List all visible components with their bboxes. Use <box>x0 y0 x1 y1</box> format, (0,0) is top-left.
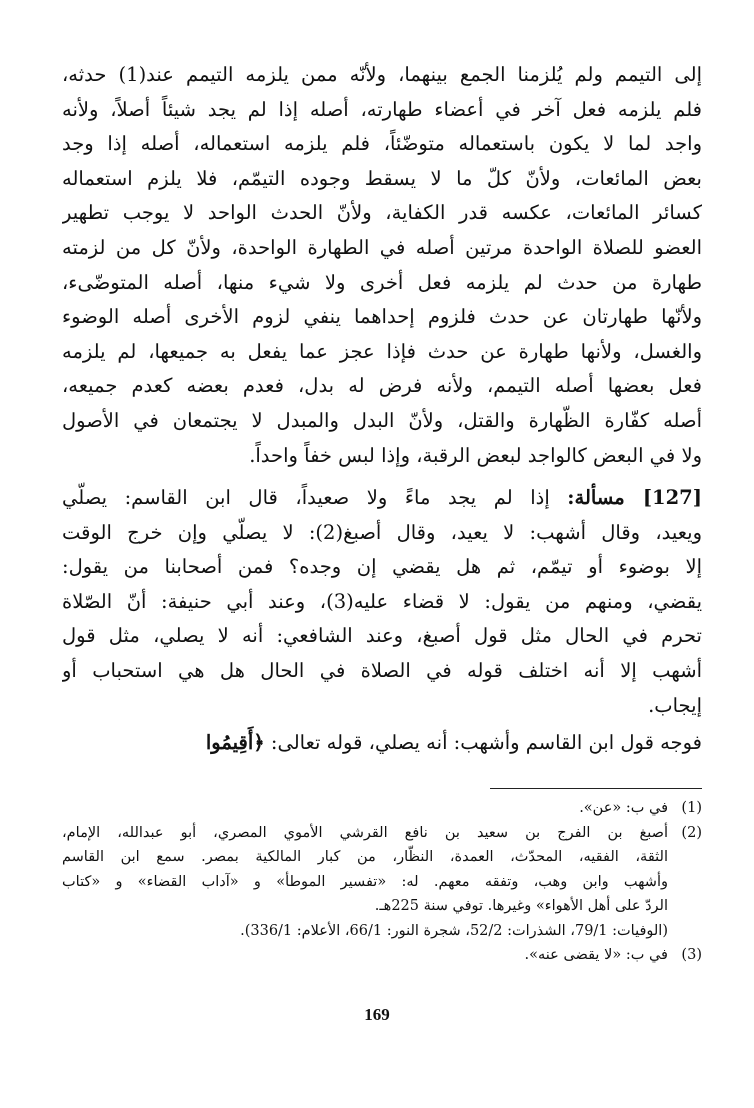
footnote-2 <box>62 821 702 944</box>
main-paragraph-3 <box>62 726 702 761</box>
footnote-body <box>62 943 668 968</box>
text-line: واجد لما لا يكون باستعماله متوضّئاً، فلم يلزمه استعماله، أصله إذا وجد <box>62 132 702 156</box>
main-paragraph-1 <box>62 58 702 473</box>
issue-heading: [127] مسألة: <box>567 486 702 509</box>
footnote-line: في ب: «لا يقضى عنه». <box>524 947 668 963</box>
footnote-divider <box>490 788 702 789</box>
text-segment: إذا لم يجد ماءً ولا صعيداً، قال ابن القاسم: يصلّي <box>62 486 568 509</box>
text-line: فعل بعضها أصله التيمم، ولأنه فرض له بدل، فعدم بعضه كعدم جميعه، <box>62 374 702 398</box>
text-line: إلا بوضوء أو تيمّم، ثم هل يقضي إن وجده؟ فمن أصحابنا من يقول: <box>62 555 702 579</box>
text-line: يقضي، ومنهم من يقول: لا قضاء عليه(3)، وعند أبي حنيفة: أنّ الصّلاة <box>62 589 702 613</box>
text-line: ولا في البعض كالواجد لبعض الرقبة، وإذا لبس خفاً واحداً. <box>249 443 702 467</box>
text-segment: فوجه قول ابن القاسم وأشهب: أنه يصلي، قوله تعالى: <box>264 731 702 754</box>
text-line: ولأنّها طهارتان عن حدث فلزوم إحداهما ينفي لزوم الأخرى أصله الوضوء <box>62 305 702 329</box>
footnote-number: (1) <box>681 800 702 816</box>
footnote-1 <box>62 796 702 821</box>
text-line: ويعيد، وقال أشهب: لا يعيد، وقال أصبغ(2): لا يصلّي وإن خرج الوقت <box>62 520 702 544</box>
text-line: والغسل، ولأنها طهارة عن حدث فإذا عجز عما يفعل به جميعها، لم يلزمه <box>62 339 702 363</box>
text-line: بعض المائعات، ولأنّ كلّ ما لا يسقط وجوده التيمّم، فلا يلزم استعماله <box>62 166 702 190</box>
text-line: إلى التيمم ولم يُلزمنا الجمع بينهما، ولأنّه ممن يلزمه التيمم عند(1) حدثه، <box>62 63 702 86</box>
text-line: العضو للصلاة الواحدة مرتين أصله في الطهارة الواحدة، ولأنّ كل من لزمته <box>62 235 702 259</box>
footnote-number: (3) <box>681 947 702 963</box>
footnote-3 <box>62 943 702 968</box>
text-line: إيجاب. <box>648 693 702 717</box>
text-line: أصله كفّارة الظّهارة والقتل، ولأنّ البدل والمبدل لا يجتمعان في الأصول <box>62 408 702 432</box>
text-line <box>62 726 702 761</box>
text-line: أشهب إلا أنه اختلف قوله في الصلاة في الحال هل هي استحباب أو <box>62 658 702 682</box>
text-line: فلم يلزمه فعل آخر في أعضاء طهارته، أصله إذا لم يجد شيئاً أصلاً، ولأنه <box>62 97 702 121</box>
text-line: كسائر المائعات، عكسه قدر الكفاية، ولأنّ الحدث الواحد لا يوجب تطهير <box>62 201 702 225</box>
quran-quote: ﴿أَقِيمُوا <box>205 731 265 754</box>
text-line: تحرم في الحال مثل قول أصبغ، وعند الشافعي: أنه لا يصلي، مثل قول <box>62 624 702 648</box>
footnote-body <box>62 796 668 821</box>
page-number: 169 <box>364 1005 390 1024</box>
footnote-body <box>62 821 668 944</box>
footnote-line: في ب: «عن». <box>579 800 668 816</box>
footnote-line: وأشهب وابن وهب، وتفقه معهم. له: «تفسير الموطأ» و «آداب القضاء» و «كتاب <box>62 873 668 890</box>
text-line: طهارة من حدث لم يلزمه فعل أخرى ولا شيء منها، أصله المتوضّىء، <box>62 270 702 294</box>
footnotes <box>62 796 702 968</box>
footnote-line: أصبغ بن الفرج بن سعيد بن نافع القرشي الأموي المصري، أبو عبدالله، الإمام، <box>62 824 668 841</box>
footnote-line: (الوفيات: 79/1، الشذرات: 52/2، شجرة النور: 66/1، الأعلام: 336/1). <box>240 922 668 939</box>
footnote-number: (2) <box>681 824 702 841</box>
main-paragraph-2 <box>62 481 702 723</box>
text-line-with-heading <box>62 481 702 516</box>
footnote-line: الثقة، الفقيه، المحدّث، العمدة، النظّار، من كبار المالكية بمصر. سمع ابن القاسم <box>62 849 668 865</box>
footnote-line: الردّ على أهل الأهواء» وغيرها. توفي سنة 225هـ. <box>374 898 668 914</box>
